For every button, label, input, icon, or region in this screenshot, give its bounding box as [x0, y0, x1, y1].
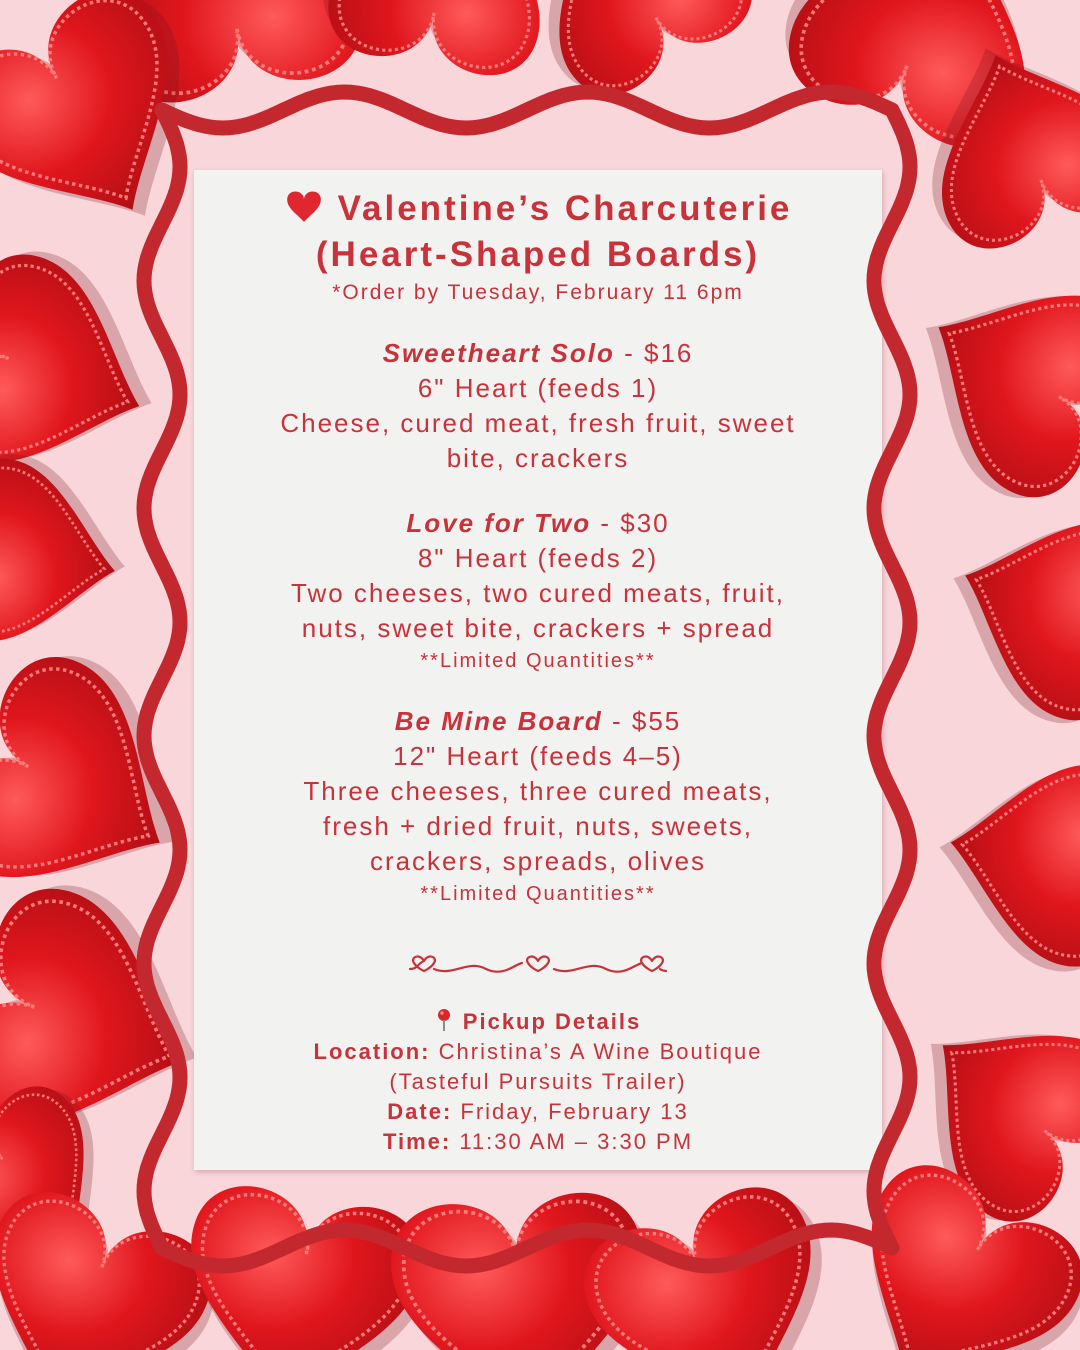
menu-item	[194, 336, 882, 476]
title-line-1: Valentine’s Charcuterie	[337, 189, 793, 228]
pickup-location-detail: (Tasteful Pursuits Trailer)	[389, 1069, 687, 1094]
menu-item-heading	[194, 506, 882, 541]
menu-item-description: nuts, sweet bite, crackers + spread	[301, 613, 775, 643]
menu-item-heading	[194, 336, 882, 371]
hearts-string-icon	[408, 949, 668, 983]
pickup-time: Time: 11:30 AM – 3:30 PM	[382, 1129, 694, 1154]
menu-item-size: 8" Heart (feeds 2)	[417, 543, 659, 573]
menu-item-description: crackers, spreads, olives	[369, 846, 707, 876]
menu-item-name: Sweetheart Solo	[382, 338, 615, 368]
menu-item-price: - $30	[591, 508, 670, 538]
pickup-details	[194, 1007, 882, 1157]
menu-item-description: fresh + dried fruit, nuts, sweets,	[323, 811, 753, 841]
menu-item-size: 6" Heart (feeds 1)	[417, 373, 659, 403]
title-line-2: (Heart-Shaped Boards)	[315, 235, 761, 274]
menu-item-description: Three cheeses, three cured meats,	[303, 776, 773, 806]
menu-item-description: Two cheeses, two cured meats, fruit,	[291, 578, 785, 608]
menu-item-description: bite, crackers	[446, 443, 630, 473]
menu-item-name: Be Mine Board	[394, 706, 603, 736]
menu-content	[194, 186, 882, 1157]
pickup-date: Date: Friday, February 13	[387, 1099, 689, 1124]
pickup-heading: Pickup Details	[194, 1007, 882, 1037]
menu-item-size: 12" Heart (feeds 4–5)	[393, 741, 683, 771]
menu-item-note: **Limited Quantities**	[420, 650, 656, 672]
menu-item	[194, 704, 882, 907]
menu-item-price: - $55	[602, 706, 682, 736]
pin-icon	[435, 1008, 453, 1032]
pickup-location: Location: Christina’s A Wine Boutique	[313, 1039, 763, 1064]
heart-icon	[284, 189, 324, 223]
order-deadline: *Order by Tuesday, February 11 6pm	[332, 281, 744, 304]
menu-list	[194, 336, 882, 907]
menu-item-description: Cheese, cured meat, fresh fruit, sweet	[280, 408, 796, 438]
page-title	[194, 186, 882, 278]
menu-item	[194, 506, 882, 674]
menu-item-price: - $16	[614, 338, 694, 368]
menu-item-heading	[194, 704, 882, 739]
menu-item-note: **Limited Quantities**	[420, 883, 656, 905]
menu-item-name: Love for Two	[406, 508, 592, 538]
